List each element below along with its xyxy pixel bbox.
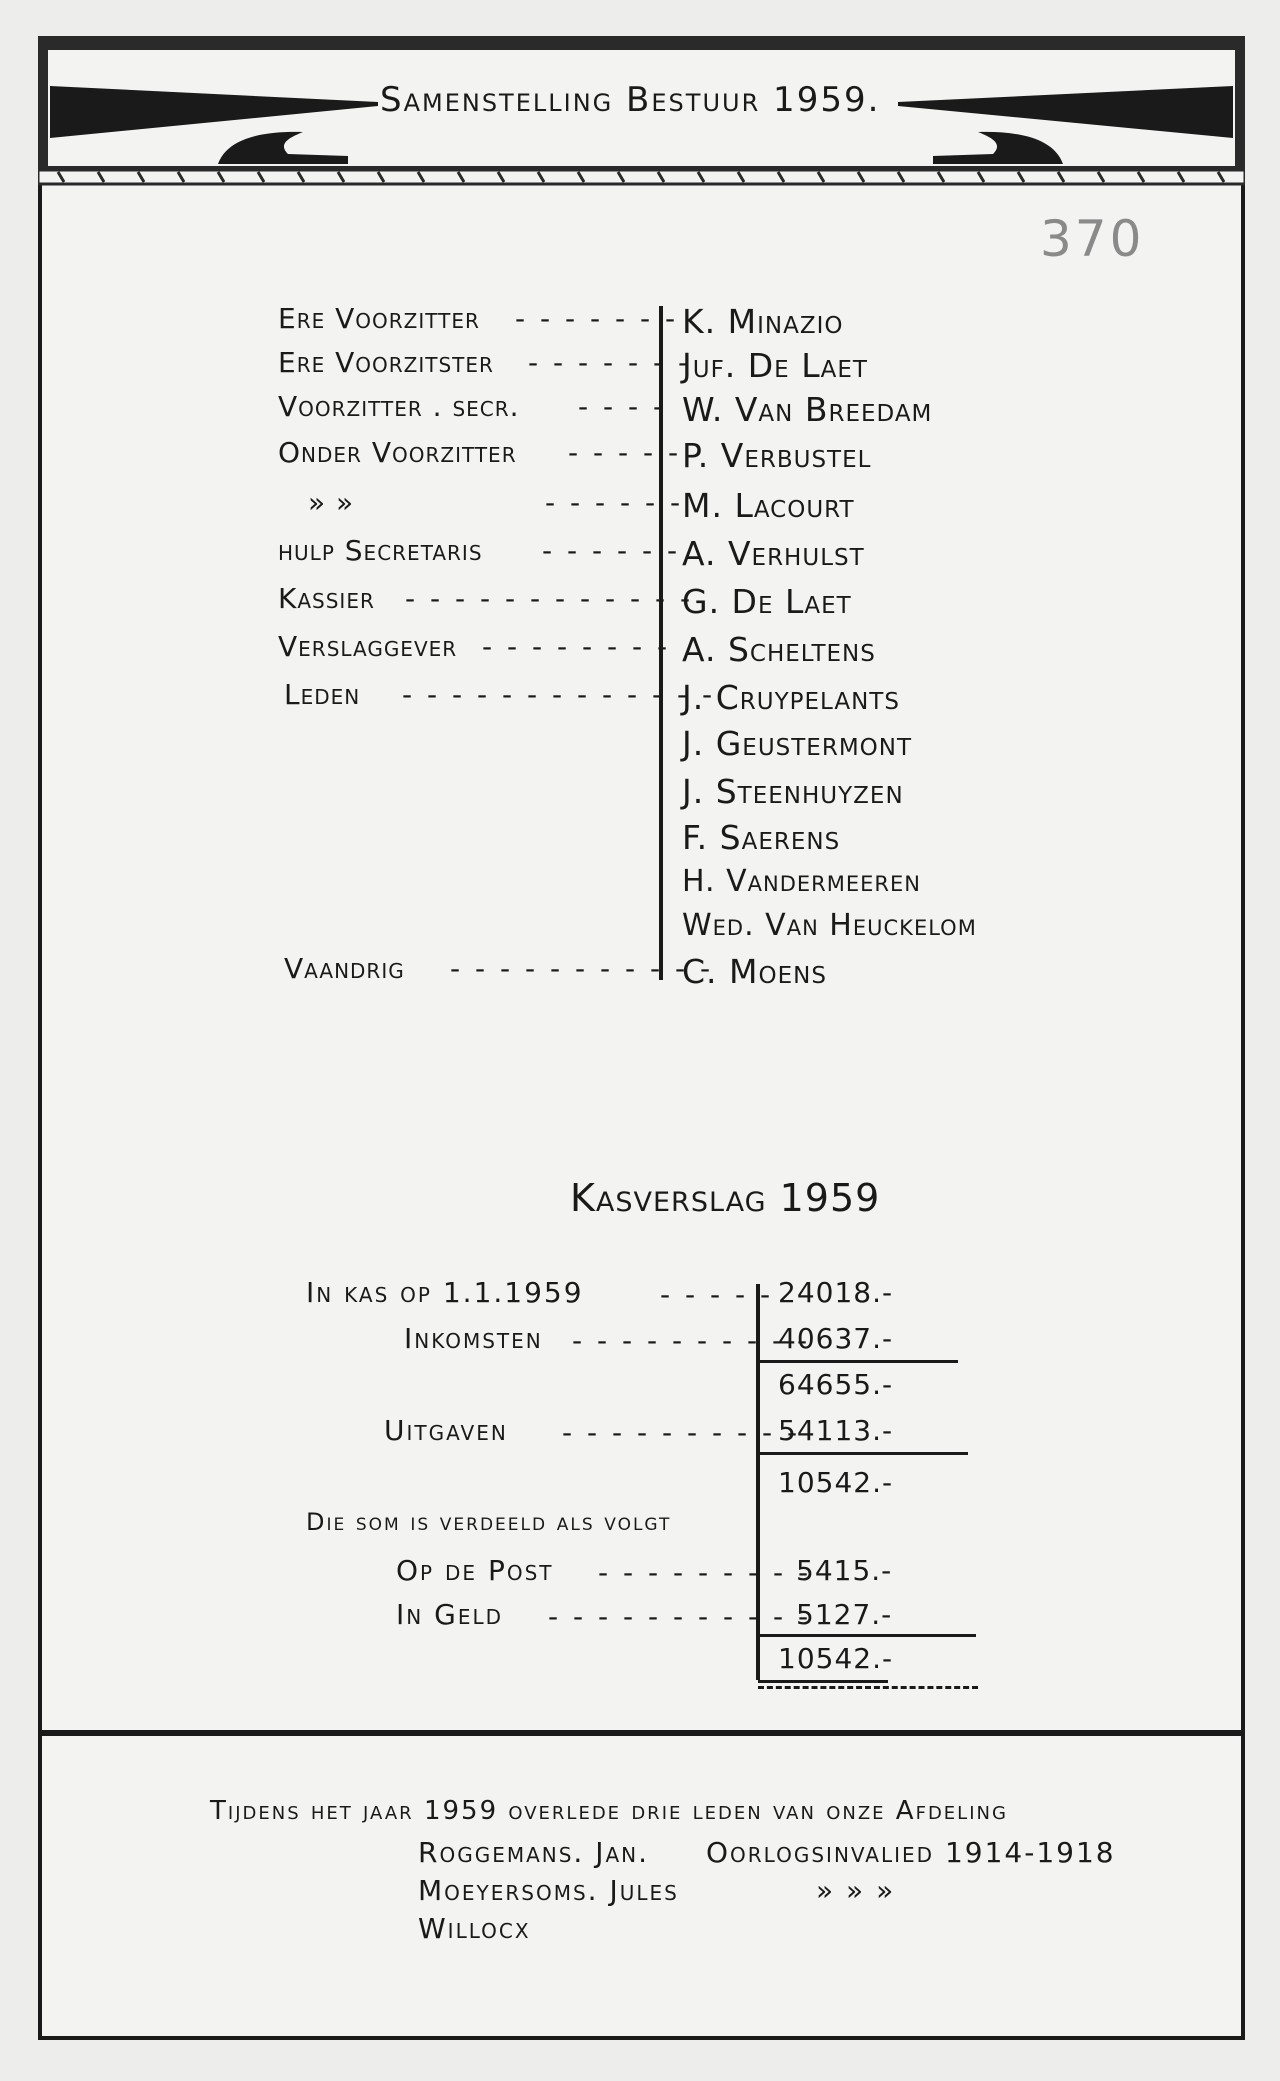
member-name: J. Cruypelants [682, 678, 900, 717]
role-label: Leden [284, 678, 361, 711]
member-name: F. Saerens [682, 818, 841, 857]
total-double-underline [758, 1686, 978, 1689]
cash-amount: 40637.- [778, 1322, 894, 1355]
footer-separator [38, 1730, 1245, 1736]
cash-amount: 10542.- [778, 1466, 894, 1499]
deceased-note: » » » [816, 1874, 896, 1907]
member-name: C. Moens [682, 952, 827, 991]
cash-label: In kas op 1.1.1959 [306, 1276, 584, 1309]
leader-dashes: - - - - - [660, 1278, 774, 1311]
page-number: 370 [1040, 210, 1145, 268]
leader-dashes: - - - - - - - - - - [572, 1324, 811, 1357]
cash-report-title: Kasverslag 1959 [570, 1176, 881, 1220]
member-name: A. Scheltens [682, 630, 876, 669]
leader-dashes: - - - - - - [542, 534, 681, 567]
leader-dashes: - - - - - - - [528, 346, 692, 379]
footer-intro: Tijdens het jaar 1959 overlede drie leden van onze Afdeling [210, 1796, 1008, 1826]
deceased-name: Roggemans. Jan. [418, 1836, 650, 1869]
cash-amount: 5415.- [796, 1554, 893, 1587]
page-frame [38, 36, 1245, 2040]
leader-dashes: - - - - - [568, 436, 682, 469]
deceased-name: Willocx [418, 1912, 531, 1945]
cash-label: In Geld [396, 1598, 503, 1631]
member-name: J. Geustermont [682, 724, 913, 763]
cash-amount: 10542.- [778, 1642, 894, 1675]
member-name: G. De Laet [682, 582, 852, 621]
leader-dashes: - - - - - - - - - - [562, 1416, 801, 1449]
leader-dashes: - - - - - - - - - - - - [405, 582, 694, 615]
leader-dashes: - - - - - - - - [482, 630, 671, 663]
cash-amount: 5127.- [796, 1598, 893, 1631]
cash-label: Uitgaven [384, 1414, 508, 1447]
member-name: P. Verbustel [682, 436, 872, 475]
role-label: Vaandrig [284, 952, 405, 985]
cash-amount: 54113.- [778, 1414, 894, 1447]
role-label: Kassier [278, 582, 375, 615]
leader-dashes: - - - - - - - - - [598, 1556, 812, 1589]
member-name: K. Minazio [682, 302, 844, 341]
total-underline [758, 1680, 888, 1683]
role-label: Onder Voorzitter [278, 436, 517, 469]
leader-dashes: - - - - - - - [515, 302, 679, 335]
leader-dashes: - - - - [578, 390, 667, 423]
role-label: Ere Voorzitster [278, 346, 494, 379]
deceased-note: Oorlogsinvalied 1914-1918 [706, 1836, 1116, 1869]
leader-dashes: - - - - - - - - - - - - - [402, 678, 716, 711]
deceased-name: Moeyersoms. Jules [418, 1874, 679, 1907]
cash-amount: 64655.- [778, 1368, 894, 1401]
role-label: Verslaggever [278, 630, 458, 663]
page-title: Samenstelling Bestuur 1959. [380, 80, 881, 120]
member-name: W. Van Breedam [682, 390, 933, 429]
member-name: M. Lacourt [682, 486, 855, 525]
cash-label: Op de Post [396, 1554, 554, 1587]
role-label: Voorzitter . secr. [278, 390, 520, 423]
cash-amount: 24018.- [778, 1276, 894, 1309]
member-name: J. Steenhuyzen [682, 772, 904, 811]
member-name: H. Vandermeeren [682, 864, 921, 899]
member-name: Wed. Van Heuckelom [682, 908, 977, 943]
role-label: Ere Voorzitter [278, 302, 480, 335]
sum-line [758, 1452, 968, 1455]
cash-label: Die som is verdeeld als volgt [306, 1508, 672, 1536]
role-label: » » [308, 486, 355, 519]
role-label: hulp Secretaris [278, 534, 483, 567]
leader-dashes: - - - - - - - - - - - [548, 1600, 812, 1633]
member-name: A. Verhulst [682, 534, 865, 573]
sum-line [758, 1360, 958, 1363]
sum-line [758, 1634, 976, 1637]
leader-dashes: - - - - - - - - - - - [450, 952, 714, 985]
cash-label: Inkomsten [404, 1322, 543, 1355]
leader-dashes: - - - - - - [545, 486, 684, 519]
member-name: Juf. De Laet [682, 346, 868, 385]
